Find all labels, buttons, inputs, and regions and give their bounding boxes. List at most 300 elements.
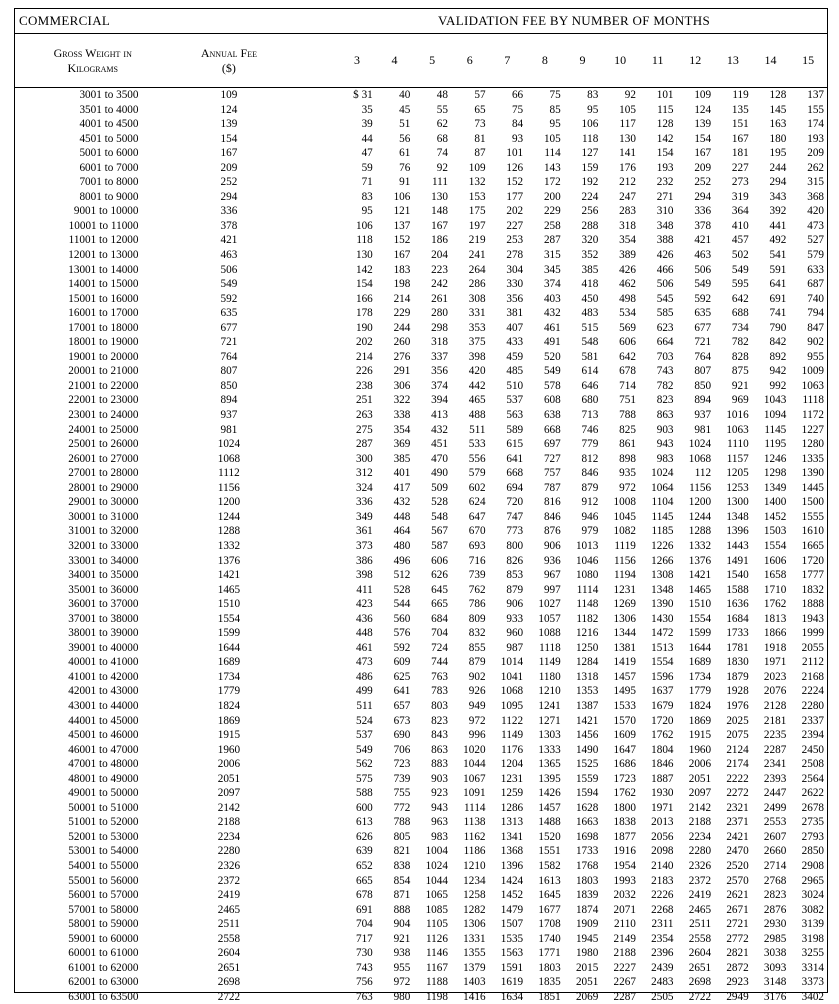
month-fee-cell: 2272 [714,786,752,801]
month-fee-cell: 118 [338,233,376,248]
fee-table [15,34,827,1004]
weight-range-cell: 47001 to 48000 [15,757,170,772]
table-row [15,204,827,219]
month-fee-cell: 591 [752,263,790,278]
month-fee-cell: 1234 [451,874,489,889]
month-fee-cell: 2520 [714,859,752,874]
month-fee-cell: 506 [677,263,715,278]
table-row [15,815,827,830]
month-fee-cell: 1105 [413,917,451,932]
month-fee-cell: 62 [413,117,451,132]
fee-table-body [15,88,827,1004]
month-fee-cell: 902 [789,335,827,350]
month-header: 7 [489,34,527,88]
month-fee-cell: 1210 [526,684,564,699]
month-fee-cell: 356 [489,292,527,307]
month-fee-cell: 1839 [564,888,602,903]
month-fee-cell: 1043 [752,393,790,408]
month-fee-cell: 227 [714,161,752,176]
month-fee-cell: 1122 [489,714,527,729]
month-fee-cell: 2015 [564,961,602,976]
month-header: 9 [564,34,602,88]
month-fee-cell: 421 [677,233,715,248]
month-fee-cell: 1503 [752,524,790,539]
spacer-cell [287,888,338,903]
month-fee-cell: 779 [564,437,602,452]
month-fee-cell: 105 [526,132,564,147]
month-fee-cell: 2140 [639,859,677,874]
month-fee-cell: 933 [489,612,527,627]
month-fee-cell: 943 [413,801,451,816]
month-fee-cell: 195 [752,146,790,161]
month-fee-cell: 432 [526,306,564,321]
table-row [15,743,827,758]
month-fee-cell: 142 [639,132,677,147]
weight-range-cell: 15001 to 16000 [15,292,170,307]
month-fee-cell: 1200 [677,495,715,510]
month-fee-cell: 75 [489,103,527,118]
month-fee-cell: $ 31 [338,88,376,103]
month-fee-cell: 1443 [714,539,752,554]
annual-fee-cell: 378 [170,219,287,234]
month-fee-cell: 625 [376,670,414,685]
weight-range-cell: 8001 to 9000 [15,190,170,205]
spacer-cell [287,932,338,947]
spacer-cell [287,452,338,467]
month-fee-cell: 615 [489,437,527,452]
month-fee-cell: 280 [413,306,451,321]
annual-fee-cell: 1288 [170,524,287,539]
annual-fee-cell: 2188 [170,815,287,830]
month-fee-cell: 1156 [677,481,715,496]
spacer-cell [287,204,338,219]
weight-range-cell: 63001 to 63500 [15,990,170,1004]
month-fee-cell: 319 [714,190,752,205]
month-fee-cell: 1344 [601,626,639,641]
month-fee-cell: 772 [376,801,414,816]
month-fee-cell: 273 [714,175,752,190]
month-fee-cell: 461 [338,641,376,656]
month-fee-cell: 2013 [639,815,677,830]
month-fee-cell: 459 [489,350,527,365]
month-fee-cell: 1684 [714,612,752,627]
month-fee-cell: 92 [601,88,639,103]
month-fee-cell: 724 [413,641,451,656]
month-fee-cell: 1306 [451,917,489,932]
annual-fee-cell: 154 [170,132,287,147]
month-fee-cell: 1591 [489,961,527,976]
month-fee-cell: 1068 [489,684,527,699]
spacer-cell [287,670,338,685]
month-fee-cell: 320 [564,233,602,248]
month-fee-cell: 461 [526,321,564,336]
annual-fee-cell: 1869 [170,714,287,729]
month-fee-cell: 955 [376,961,414,976]
month-fee-cell: 646 [564,379,602,394]
month-fee-cell: 389 [601,248,639,263]
month-fee-cell: 142 [338,263,376,278]
month-fee-cell: 626 [338,830,376,845]
column-header-row [15,34,827,88]
month-fee-cell: 1866 [752,626,790,641]
month-fee-cell: 61 [376,146,414,161]
month-fee-cell: 111 [413,175,451,190]
month-fee-cell: 348 [639,219,677,234]
month-fee-cell: 734 [714,321,752,336]
month-fee-cell: 154 [639,146,677,161]
month-fee-cell: 109 [677,88,715,103]
month-fee-cell: 2337 [789,714,827,729]
month-fee-cell: 473 [338,655,376,670]
spacer-cell [287,714,338,729]
annual-fee-cell: 850 [170,379,287,394]
month-fee-cell: 315 [526,248,564,263]
annual-fee-header: Annual Fee ($) [170,34,287,88]
month-fee-cell: 172 [526,175,564,190]
month-fee-cell: 714 [601,379,639,394]
section-title: VALIDATION FEE BY NUMBER OF MONTHS [438,13,710,29]
month-fee-cell: 2051 [677,772,715,787]
month-header: 13 [714,34,752,88]
table-row [15,277,827,292]
month-fee-cell: 106 [564,117,602,132]
month-fee-cell: 1723 [601,772,639,787]
month-fee-cell: 1554 [677,612,715,627]
month-fee-cell: 879 [564,481,602,496]
month-fee-cell: 1300 [714,495,752,510]
month-fee-cell: 276 [376,350,414,365]
spacer-cell [287,728,338,743]
month-fee-cell: 1303 [526,728,564,743]
month-fee-cell: 1733 [564,844,602,859]
month-fee-cell: 638 [526,408,564,423]
month-fee-cell: 926 [451,684,489,699]
annual-fee-cell: 2558 [170,932,287,947]
month-fee-cell: 1762 [639,728,677,743]
month-fee-cell: 861 [601,437,639,452]
month-fee-cell: 812 [564,452,602,467]
month-fee-cell: 2505 [639,990,677,1004]
month-fee-cell: 879 [489,583,527,598]
month-fee-cell: 1596 [639,670,677,685]
table-row [15,699,827,714]
month-fee-cell: 59 [338,161,376,176]
month-fee-cell: 2622 [789,786,827,801]
month-fee-cell: 2069 [564,990,602,1004]
month-fee-cell: 1024 [413,859,451,874]
month-fee-cell: 560 [376,612,414,627]
month-fee-cell: 1619 [489,975,527,990]
month-fee-cell: 83 [564,88,602,103]
month-fee-cell: 1403 [451,975,489,990]
month-fee-cell: 2268 [639,903,677,918]
month-fee-cell: 226 [338,364,376,379]
month-fee-cell: 466 [639,263,677,278]
month-fee-cell: 200 [526,190,564,205]
month-fee-cell: 1231 [601,583,639,598]
month-fee-cell: 2025 [714,714,752,729]
table-row [15,379,827,394]
annual-fee-cell: 2372 [170,874,287,889]
month-fee-cell: 115 [639,103,677,118]
month-fee-cell: 1157 [714,452,752,467]
annual-fee-cell: 1554 [170,612,287,627]
month-fee-cell: 1313 [489,815,527,830]
spacer-cell [287,408,338,423]
month-fee-cell: 304 [489,263,527,278]
month-fee-cell: 417 [376,481,414,496]
spacer-cell [287,859,338,874]
month-fee-cell: 2604 [677,946,715,961]
month-fee-cell: 906 [489,597,527,612]
weight-range-cell: 53001 to 54000 [15,844,170,859]
month-fee-cell: 1044 [451,757,489,772]
month-fee-cell: 1024 [677,437,715,452]
month-fee-cell: 747 [489,510,527,525]
month-fee-cell: 2354 [639,932,677,947]
month-fee-cell: 1535 [489,932,527,947]
month-fee-cell: 153 [451,190,489,205]
month-fee-cell: 1126 [413,932,451,947]
annual-fee-cell: 1244 [170,510,287,525]
month-fee-cell: 854 [376,874,414,889]
month-fee-cell: 1198 [413,990,451,1004]
month-fee-cell: 576 [376,626,414,641]
month-fee-cell: 2396 [639,946,677,961]
annual-fee-cell: 1332 [170,539,287,554]
month-fee-cell: 2098 [639,844,677,859]
month-fee-cell: 502 [714,248,752,263]
table-row [15,932,827,947]
month-fee-cell: 1271 [526,714,564,729]
month-fee-cell: 1943 [789,612,827,627]
month-header: 10 [601,34,639,88]
month-fee-cell: 1768 [564,859,602,874]
month-fee-cell: 2499 [752,801,790,816]
annual-fee-cell: 2006 [170,757,287,772]
month-fee-cell: 1282 [451,903,489,918]
month-fee-cell: 2128 [752,699,790,714]
month-fee-cell: 1628 [564,801,602,816]
month-fee-cell: 353 [451,321,489,336]
month-fee-cell: 491 [526,335,564,350]
month-fee-cell: 2419 [677,888,715,903]
weight-range-cell: 10001 to 11000 [15,219,170,234]
month-fee-cell: 91 [376,175,414,190]
month-fee-cell: 209 [677,161,715,176]
month-fee-cell: 130 [338,248,376,263]
month-fee-cell: 432 [413,423,451,438]
month-fee-cell: 1507 [489,917,527,932]
month-fee-cell: 106 [338,219,376,234]
month-fee-cell: 677 [677,321,715,336]
month-fee-cell: 262 [789,161,827,176]
spacer-cell [287,786,338,801]
month-fee-cell: 465 [451,393,489,408]
month-fee-cell: 2006 [677,757,715,772]
month-fee-cell: 229 [376,306,414,321]
month-fee-cell: 463 [677,248,715,263]
month-fee-cell: 330 [489,277,527,292]
spacer-cell [287,292,338,307]
month-fee-cell: 318 [413,335,451,350]
month-fee-cell: 2023 [752,670,790,685]
month-fee-cell: 1800 [601,801,639,816]
month-fee-cell: 2235 [752,728,790,743]
table-row [15,539,827,554]
month-fee-cell: 847 [789,321,827,336]
month-fee-cell: 823 [639,393,677,408]
month-fee-cell: 1379 [451,961,489,976]
table-row [15,103,827,118]
month-fee-cell: 1582 [526,859,564,874]
month-fee-cell: 369 [376,437,414,452]
month-fee-cell: 2511 [677,917,715,932]
month-fee-cell: 1594 [564,786,602,801]
month-fee-cell: 1194 [601,568,639,583]
month-fee-cell: 623 [639,321,677,336]
weight-range-cell: 24001 to 25000 [15,423,170,438]
month-fee-cell: 1637 [639,684,677,699]
month-fee-cell: 743 [639,364,677,379]
spacer-cell [287,350,338,365]
spacer-cell [287,757,338,772]
month-fee-cell: 764 [677,350,715,365]
month-fee-cell: 1465 [677,583,715,598]
month-fee-cell: 1999 [789,626,827,641]
month-fee-cell: 894 [677,393,715,408]
spacer-cell [287,321,338,336]
month-fee-cell: 3255 [789,946,827,961]
month-fee-cell: 483 [564,306,602,321]
month-fee-cell: 846 [564,466,602,481]
month-fee-cell: 1609 [601,728,639,743]
month-fee-cell: 578 [526,379,564,394]
month-fee-cell: 1779 [677,684,715,699]
weight-range-cell: 41001 to 42000 [15,670,170,685]
month-fee-cell: 261 [413,292,451,307]
month-fee-cell: 807 [677,364,715,379]
weight-range-cell: 26001 to 27000 [15,452,170,467]
month-fee-cell: 198 [376,277,414,292]
month-fee-cell: 167 [376,248,414,263]
month-fee-cell: 3093 [752,961,790,976]
month-fee-cell: 1246 [752,452,790,467]
month-fee-cell: 1733 [714,626,752,641]
month-fee-cell: 242 [413,277,451,292]
month-fee-cell: 253 [489,233,527,248]
month-fee-cell: 1065 [413,888,451,903]
annual-fee-cell: 807 [170,364,287,379]
month-fee-cell: 2949 [714,990,752,1004]
month-fee-cell: 668 [489,466,527,481]
weight-range-cell: 55001 to 56000 [15,874,170,889]
month-fee-cell: 647 [451,510,489,525]
table-row [15,670,827,685]
month-fee-cell: 624 [451,495,489,510]
month-fee-cell: 1495 [601,684,639,699]
month-fee-cell: 720 [489,495,527,510]
month-fee-cell: 825 [601,423,639,438]
month-fee-cell: 1286 [489,801,527,816]
month-fee-cell: 56 [376,132,414,147]
month-fee-cell: 1540 [714,568,752,583]
month-fee-cell: 906 [526,539,564,554]
month-fee-cell: 1421 [564,714,602,729]
month-fee-cell: 324 [338,481,376,496]
month-fee-cell: 2923 [714,975,752,990]
month-fee-cell: 1269 [601,597,639,612]
month-fee-cell: 354 [601,233,639,248]
month-fee-cell: 1762 [601,786,639,801]
month-fee-cell: 1613 [526,874,564,889]
month-fee-cell: 903 [639,423,677,438]
month-fee-cell: 527 [789,233,827,248]
annual-fee-cell: 1915 [170,728,287,743]
annual-fee-cell: 109 [170,88,287,103]
annual-fee-cell: 1644 [170,641,287,656]
month-fee-cell: 981 [677,423,715,438]
month-fee-cell: 1396 [489,859,527,874]
month-fee-cell: 244 [376,321,414,336]
month-fee-cell: 1645 [526,888,564,903]
month-fee-cell: 1488 [526,815,564,830]
table-row [15,452,827,467]
month-fee-cell: 713 [564,408,602,423]
month-fee-cell: 541 [752,248,790,263]
month-fee-cell: 202 [338,335,376,350]
month-fee-cell: 132 [451,175,489,190]
month-fee-cell: 641 [752,277,790,292]
month-fee-cell: 678 [338,888,376,903]
month-fee-cell: 693 [451,539,489,554]
month-fee-cell: 727 [526,452,564,467]
month-fee-cell: 224 [564,190,602,205]
month-fee-cell: 697 [526,437,564,452]
month-fee-cell: 310 [639,204,677,219]
spacer-cell [287,379,338,394]
month-fee-cell: 83 [338,190,376,205]
month-fee-cell: 76 [376,161,414,176]
month-fee-cell: 1918 [752,641,790,656]
month-header: 3 [338,34,376,88]
month-fee-cell: 1835 [526,975,564,990]
month-fee-cell: 275 [338,423,376,438]
month-fee-cell: 374 [413,379,451,394]
month-fee-cell: 1698 [564,830,602,845]
month-fee-cell: 152 [376,233,414,248]
month-fee-cell: 979 [564,524,602,539]
month-fee-cell: 1525 [564,757,602,772]
month-fee-cell: 684 [413,612,451,627]
weight-range-cell: 19001 to 20000 [15,350,170,365]
month-fee-cell: 413 [413,408,451,423]
month-fee-cell: 2287 [752,743,790,758]
month-fee-cell: 1445 [789,481,827,496]
month-fee-cell: 1244 [677,510,715,525]
month-fee-cell: 192 [564,175,602,190]
month-fee-cell: 548 [413,510,451,525]
spacer-cell [287,743,338,758]
month-fee-cell: 1280 [789,437,827,452]
month-fee-cell: 716 [451,554,489,569]
month-header: 15 [789,34,827,88]
table-row [15,306,827,321]
month-fee-cell: 1559 [564,772,602,787]
month-fee-cell: 48 [413,88,451,103]
annual-fee-cell: 592 [170,292,287,307]
weight-range-cell: 45001 to 46000 [15,728,170,743]
